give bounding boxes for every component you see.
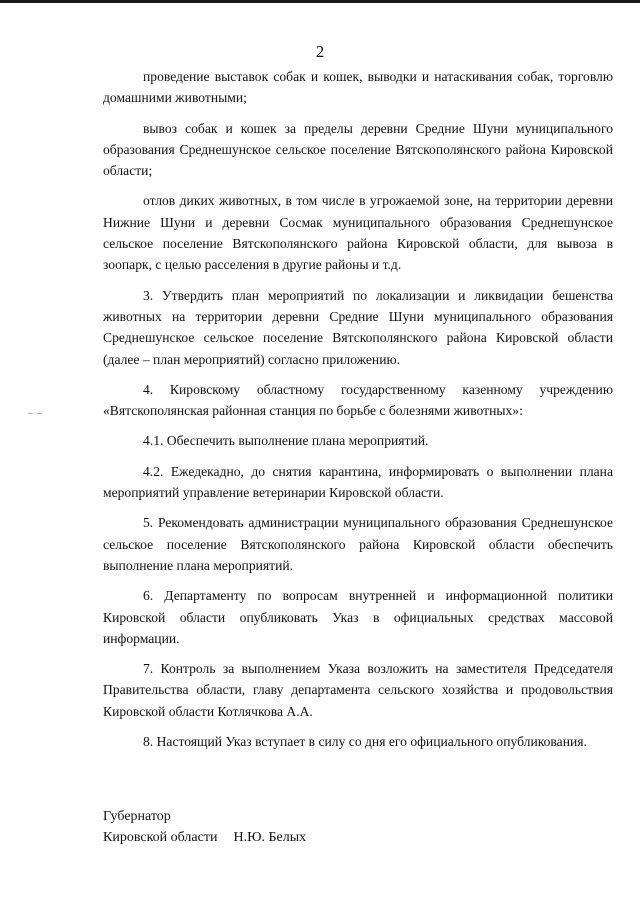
signature-block — [103, 806, 306, 848]
paragraph-item-4: 4. Кировскому областному государственному казенному учреждению «Вятскополянская районная станция по борьбе с болезнями животных»: — [103, 381, 613, 419]
page-number: 2 — [315, 42, 325, 61]
paragraph-item-7: 7. Контроль за выполнением Указа возложить на заместителя Председателя Правительства области, главу департамента сельского хозяйства и продовольствия Кировской области Котлячкова А.А. — [103, 661, 613, 719]
paragraph-exhibitions: проведение выставок собак и кошек, выводки и натаскивания собак, торговлю домашними животными; — [103, 69, 613, 106]
top-border-rule — [0, 0, 640, 3]
paragraph-item-4-2: 4.2. Ежедекадно, до снятия карантина, информировать о выполнении плана мероприятий управление ветеринарии Кировской области. — [103, 463, 613, 501]
paragraph-item-8: 8. Настоящий Указ вступает в силу со дня его официального опубликования. — [143, 734, 587, 750]
paragraph-item-3: 3. Утвердить план мероприятий по локализации и ликвидации бешенства животных на территории деревни Средние Шуни муниципального образования Среднешунское сельское поселение Вятскополянского района Кировской области (далее – план мероприятий) согласно приложению. — [103, 287, 613, 367]
paragraph-export-ban: вывоз собак и кошек за пределы деревни Средние Шуни муниципального образования Среднешунское сельское поселение Вятскополянского района Кировской области; — [103, 120, 613, 179]
document-body — [103, 66, 613, 761]
margin-mark: – – — [28, 408, 43, 418]
signature-region: Кировской области — [103, 830, 218, 845]
signature-name: Н.Ю. Белых — [233, 830, 307, 845]
paragraph-item-6: 6. Департаменту по вопросам внутренней и информационной политики Кировской области опубликовать Указ в официальных средствах массовой информации. — [103, 588, 613, 646]
paragraph-item-4-1: 4.1. Обеспечить выполнение плана мероприятий. — [143, 433, 429, 449]
signature-position: Губернатор — [103, 809, 171, 824]
signature-line — [103, 827, 306, 848]
paragraph-item-5: 5. Рекомендовать администрации муниципального образования Среднешунское сельское поселение Вятскополянского района Кировской области обеспечить выполнение плана мероприятий. — [103, 515, 613, 573]
paragraph-wild-animals: отлов диких животных, в том числе в угрожаемой зоне, на территории деревни Нижние Шуни и деревни Сосмак муниципального образования Среднешунское сельское поселение Вятскополянского района Кировской области, для вывоза в зоопарк, с целью расселения в другие районы и т.д. — [103, 193, 613, 273]
